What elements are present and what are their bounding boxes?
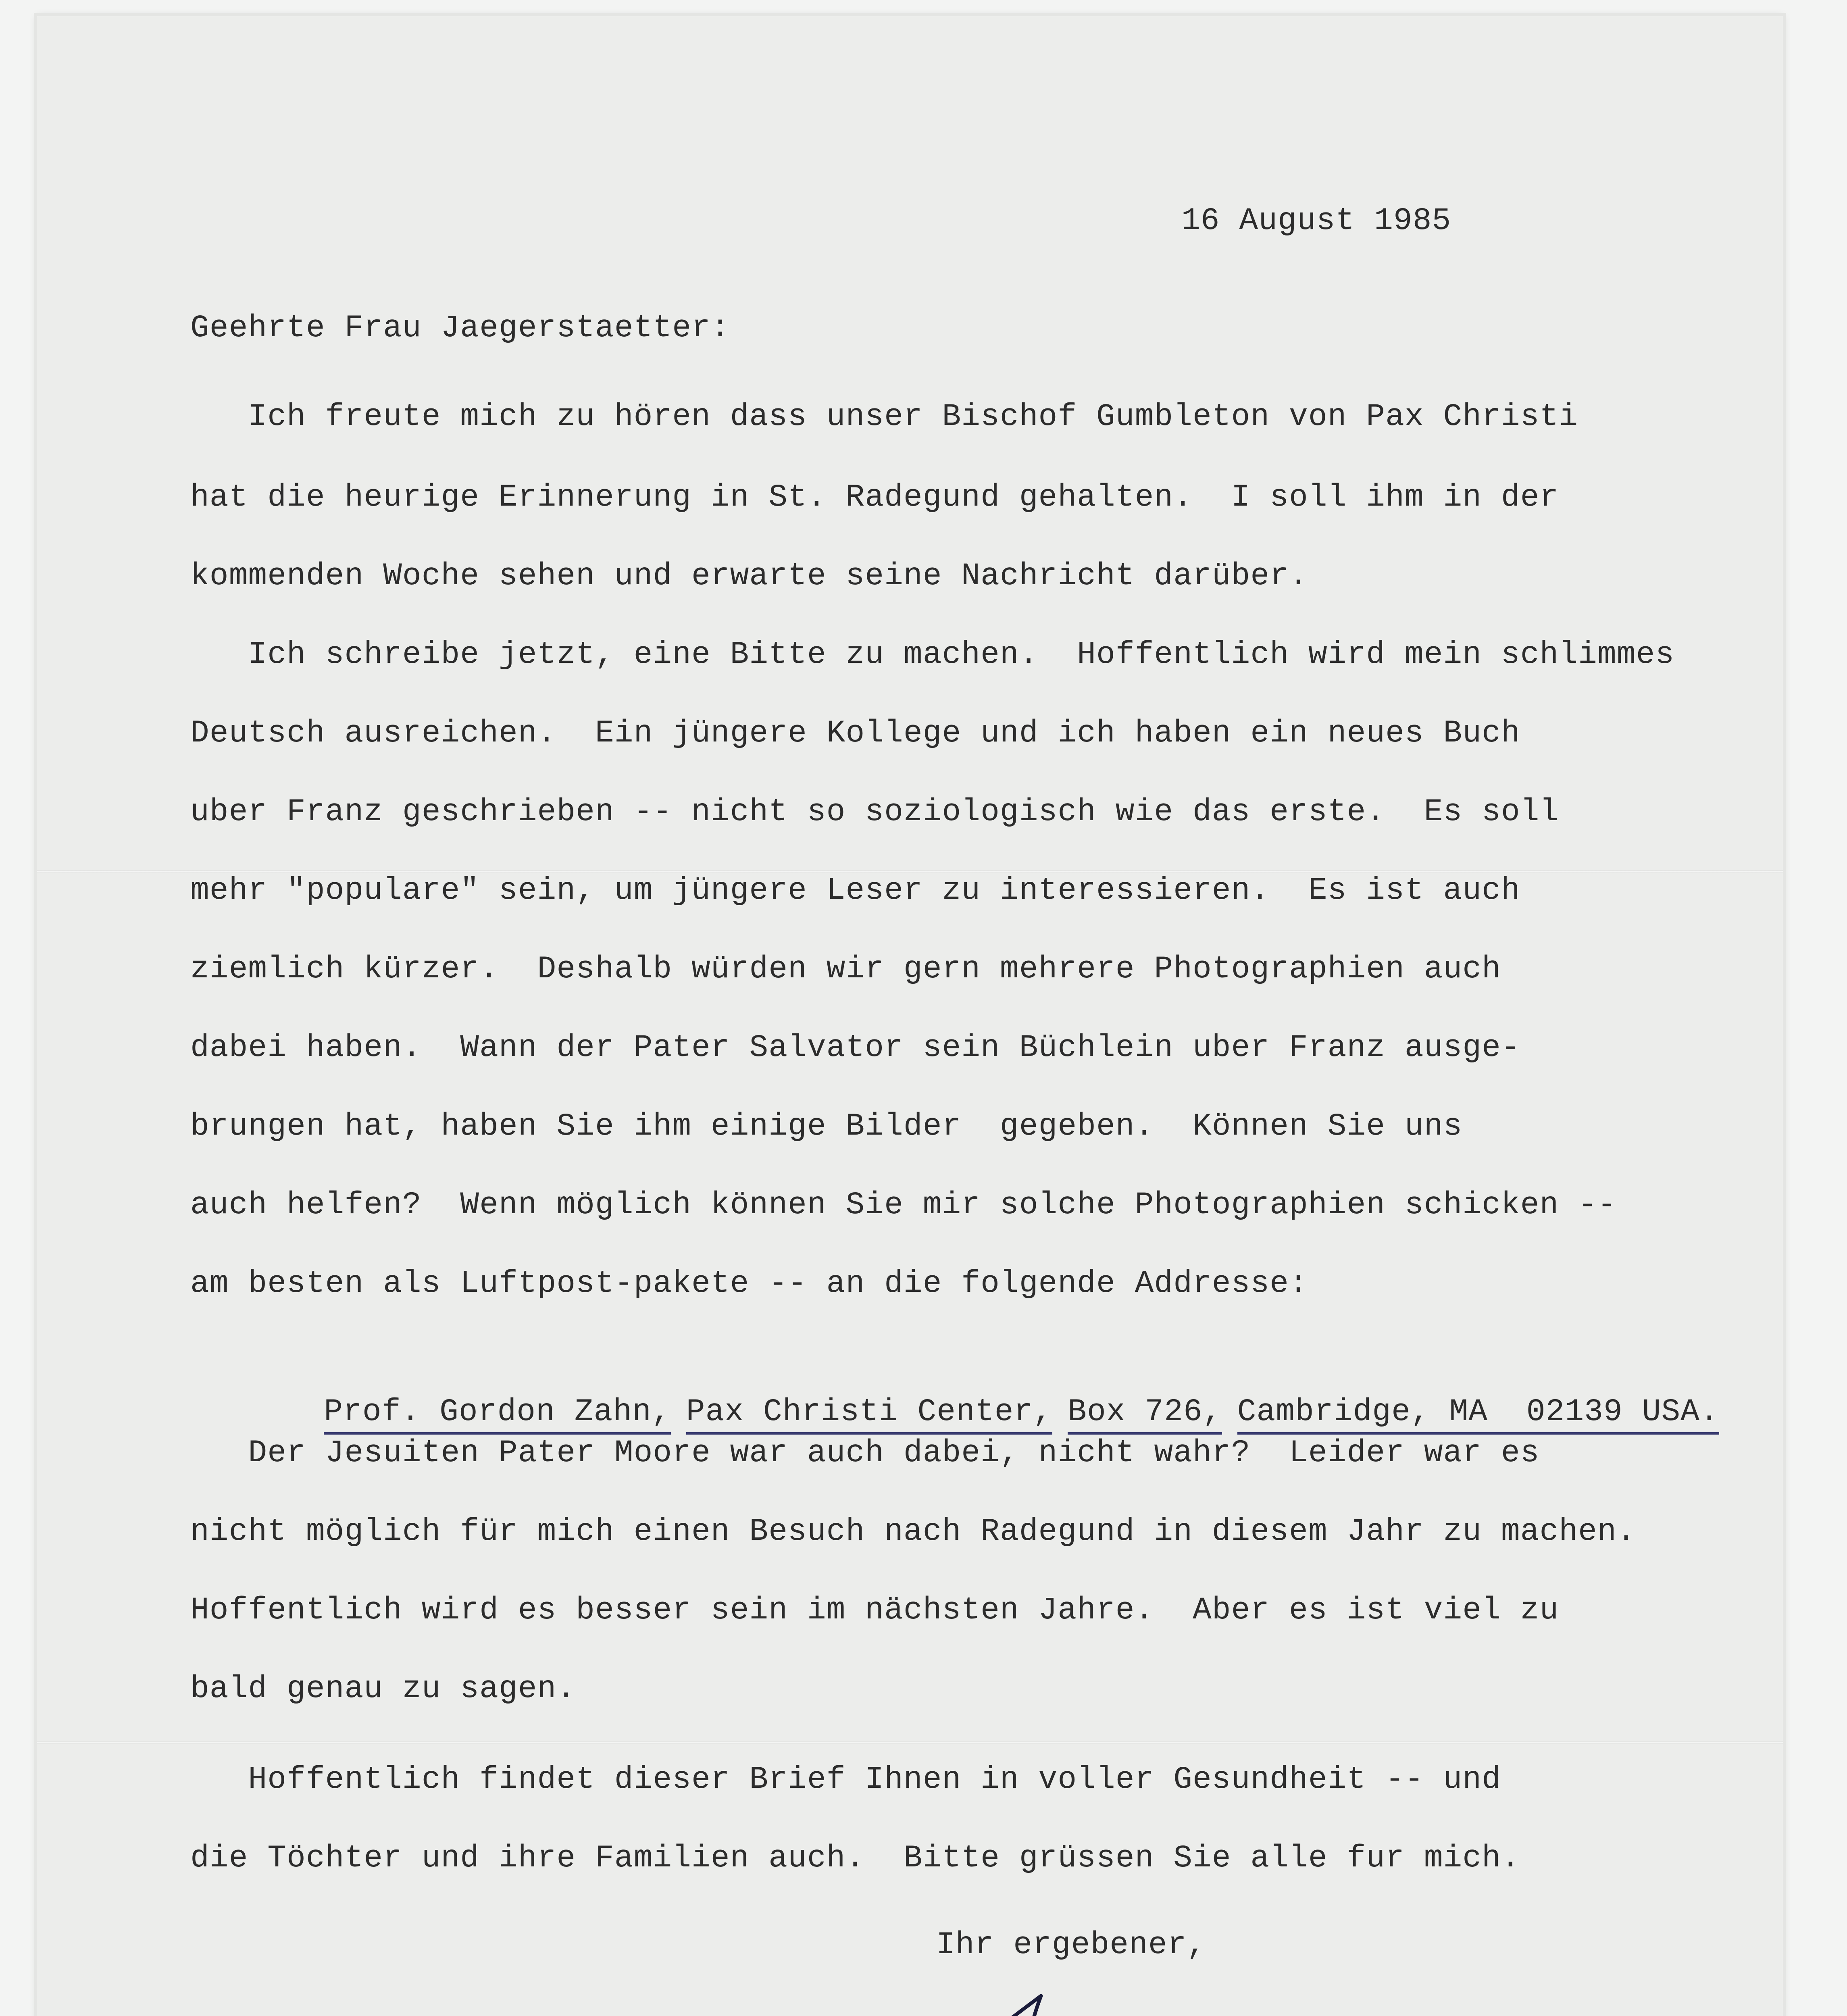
body-line: bald genau zu sagen. bbox=[190, 1671, 576, 1707]
body-line: die Töchter und ihre Familien auch. Bitte grüssen Sie alle fur mich. bbox=[190, 1841, 1520, 1876]
body-line: auch helfen? Wenn möglich können Sie mir solche Photographien schicken -- bbox=[190, 1187, 1617, 1223]
handwritten-signature bbox=[908, 1972, 1634, 2016]
body-line: nicht möglich für mich einen Besuch nach Radegund in diesem Jahr zu machen. bbox=[190, 1514, 1636, 1549]
body-line: Ich freute mich zu hören dass unser Bischof Gumbleton von Pax Christi bbox=[190, 399, 1578, 435]
closing: Ihr ergebener, bbox=[936, 1927, 1206, 1963]
letter-date: 16 August 1985 bbox=[1181, 203, 1451, 239]
body-line: Der Jesuiten Pater Moore war auch dabei, nicht wahr? Leider war es bbox=[190, 1435, 1540, 1471]
address-city: Cambridge, MA 02139 USA. bbox=[1237, 1394, 1719, 1435]
salutation: Geehrte Frau Jaegerstaetter: bbox=[190, 310, 730, 346]
letter-paper bbox=[37, 16, 1783, 2016]
body-line: uber Franz geschrieben -- nicht so soziologisch wie das erste. Es soll bbox=[190, 794, 1559, 830]
body-line: kommenden Woche sehen und erwarte seine Nachricht darüber. bbox=[190, 558, 1308, 594]
address-org: Pax Christi Center, bbox=[686, 1394, 1052, 1435]
paper-fold bbox=[37, 870, 1783, 873]
body-line: brungen hat, haben Sie ihm einige Bilder gegeben. Können Sie uns bbox=[190, 1109, 1463, 1144]
body-line: Deutsch ausreichen. Ein jüngere Kollege und ich haben ein neues Buch bbox=[190, 716, 1520, 751]
body-line: mehr "populare" sein, um jüngere Leser zu interessieren. Es ist auch bbox=[190, 873, 1520, 908]
body-line: dabei haben. Wann der Pater Salvator sein Büchlein uber Franz ausge- bbox=[190, 1030, 1520, 1066]
body-line: Ich schreibe jetzt, eine Bitte zu machen. Hoffentlich wird mein schlimmes bbox=[190, 637, 1675, 673]
body-line: Hoffentlich wird es besser sein im nächsten Jahre. Aber es ist viel zu bbox=[190, 1593, 1559, 1628]
body-line: am besten als Luftpost-pakete -- an die folgende Addresse: bbox=[190, 1266, 1308, 1302]
body-line: ziemlich kürzer. Deshalb würden wir gern mehrere Photographien auch bbox=[190, 952, 1501, 987]
body-line: Hoffentlich findet dieser Brief Ihnen in voller Gesundheit -- und bbox=[190, 1762, 1501, 1797]
address-box: Box 726, bbox=[1068, 1394, 1222, 1435]
address-name: Prof. Gordon Zahn, bbox=[324, 1394, 671, 1435]
paper-fold bbox=[37, 1741, 1783, 1744]
body-line: hat die heurige Erinnerung in St. Radegund gehalten. I soll ihm in der bbox=[190, 480, 1559, 515]
